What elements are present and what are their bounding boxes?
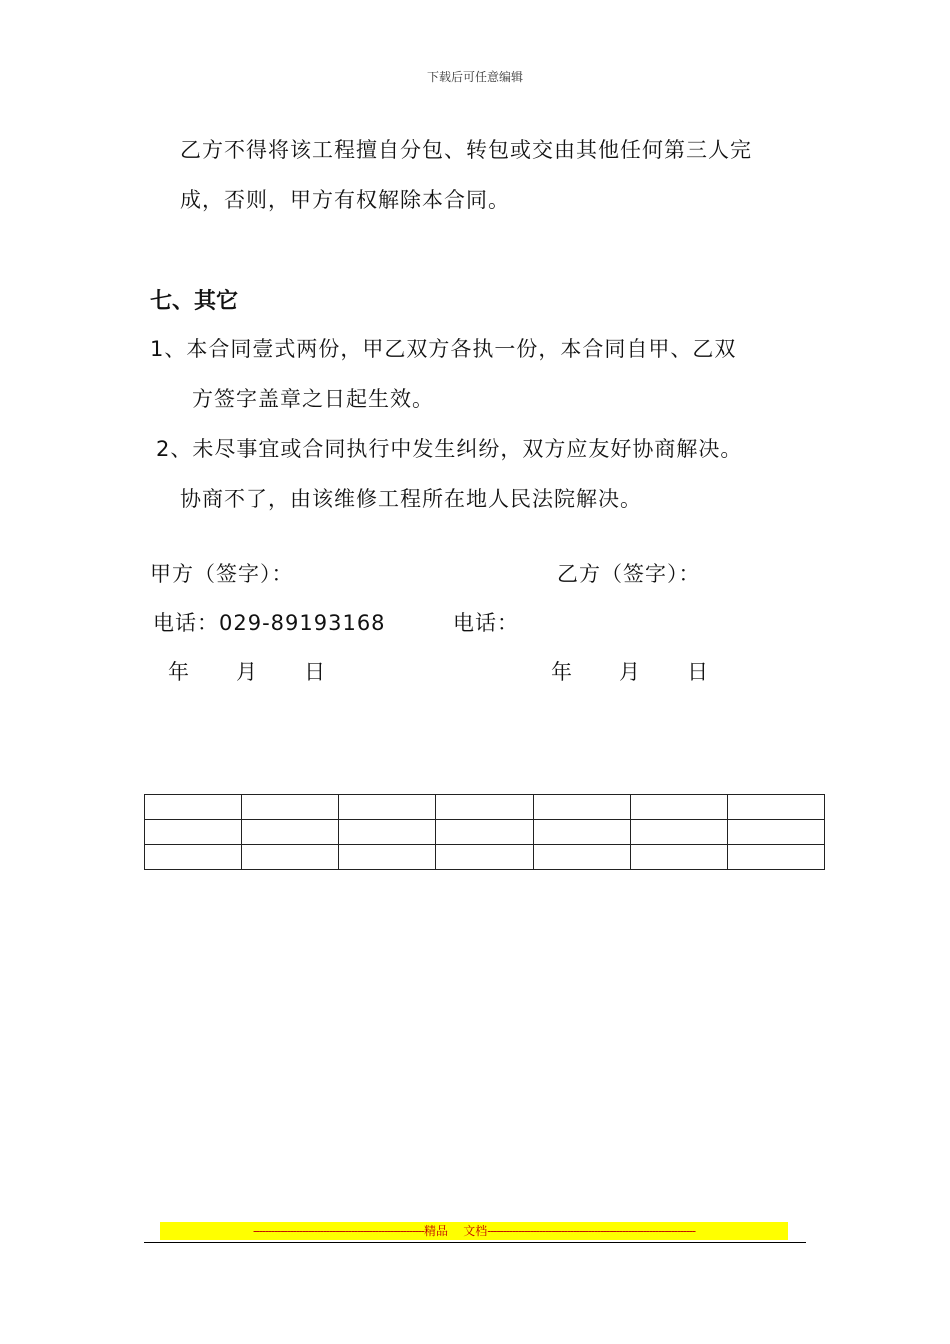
party-a-signature: 甲方（签字）： [150, 562, 294, 586]
item1-number: 1 [150, 337, 165, 361]
table-cell [727, 795, 824, 820]
section7-item1-line1 [150, 333, 736, 363]
item2-text: 、未尽事宜或合同执行中发生纠纷，双方应友好协商解决。 [170, 437, 743, 461]
table-cell [727, 820, 824, 845]
table-cell [533, 845, 630, 870]
section7-item2-line2: 协商不了，由该维修工程所在地人民法院解决。 [180, 487, 642, 511]
section7-title: 七、其它 [150, 288, 239, 314]
table-cell [436, 845, 533, 870]
party-a-phone [153, 607, 386, 637]
party-a-date: 年 月 日 [168, 660, 327, 684]
footer-band [160, 1222, 788, 1240]
party-b-date: 年 月 日 [551, 660, 710, 684]
table-row [145, 845, 825, 870]
table-cell [339, 820, 436, 845]
footer-dashes-left: -------------------------------------------------------- [252, 1224, 425, 1238]
section7-item1-line2: 方签字盖章之日起生效。 [192, 387, 434, 411]
item1-text: 、本合同壹式两份，甲乙双方各执一份，本合同自甲、乙双 [164, 337, 737, 361]
table-cell [533, 795, 630, 820]
page-header: 下载后可任意编辑 [426, 70, 523, 84]
footer-rule [144, 1242, 806, 1243]
section6-line1: 乙方不得将该工程擅自分包、转包或交由其他任何第三人完 [180, 138, 752, 162]
item2-number: 2 [156, 437, 171, 461]
party-b-phone-label: 电话： [453, 611, 519, 635]
table-cell [242, 795, 339, 820]
table-cell [436, 795, 533, 820]
table-cell [436, 820, 533, 845]
footer-dashes-right: -------------------------------------------------------------------- [487, 1224, 696, 1238]
table-cell [630, 820, 727, 845]
table-cell [630, 795, 727, 820]
section6-line2: 成，否则，甲方有权解除本合同。 [180, 188, 510, 212]
table-cell [242, 820, 339, 845]
table-cell [339, 795, 436, 820]
party-b-signature: 乙方（签字）： [557, 562, 701, 586]
footer-text: 精品 文档 [424, 1224, 488, 1238]
table-cell [533, 820, 630, 845]
table-cell [630, 845, 727, 870]
table-cell [145, 795, 242, 820]
section7-item2-line1 [156, 433, 742, 463]
table-cell [339, 845, 436, 870]
phone-number-a: 029-89193168 [219, 611, 386, 635]
table-cell [242, 845, 339, 870]
table-row [145, 820, 825, 845]
empty-table [144, 794, 825, 870]
phone-label-a: 电话： [153, 611, 219, 635]
table-cell [145, 845, 242, 870]
table-row [145, 795, 825, 820]
table-cell [727, 845, 824, 870]
table-cell [145, 820, 242, 845]
